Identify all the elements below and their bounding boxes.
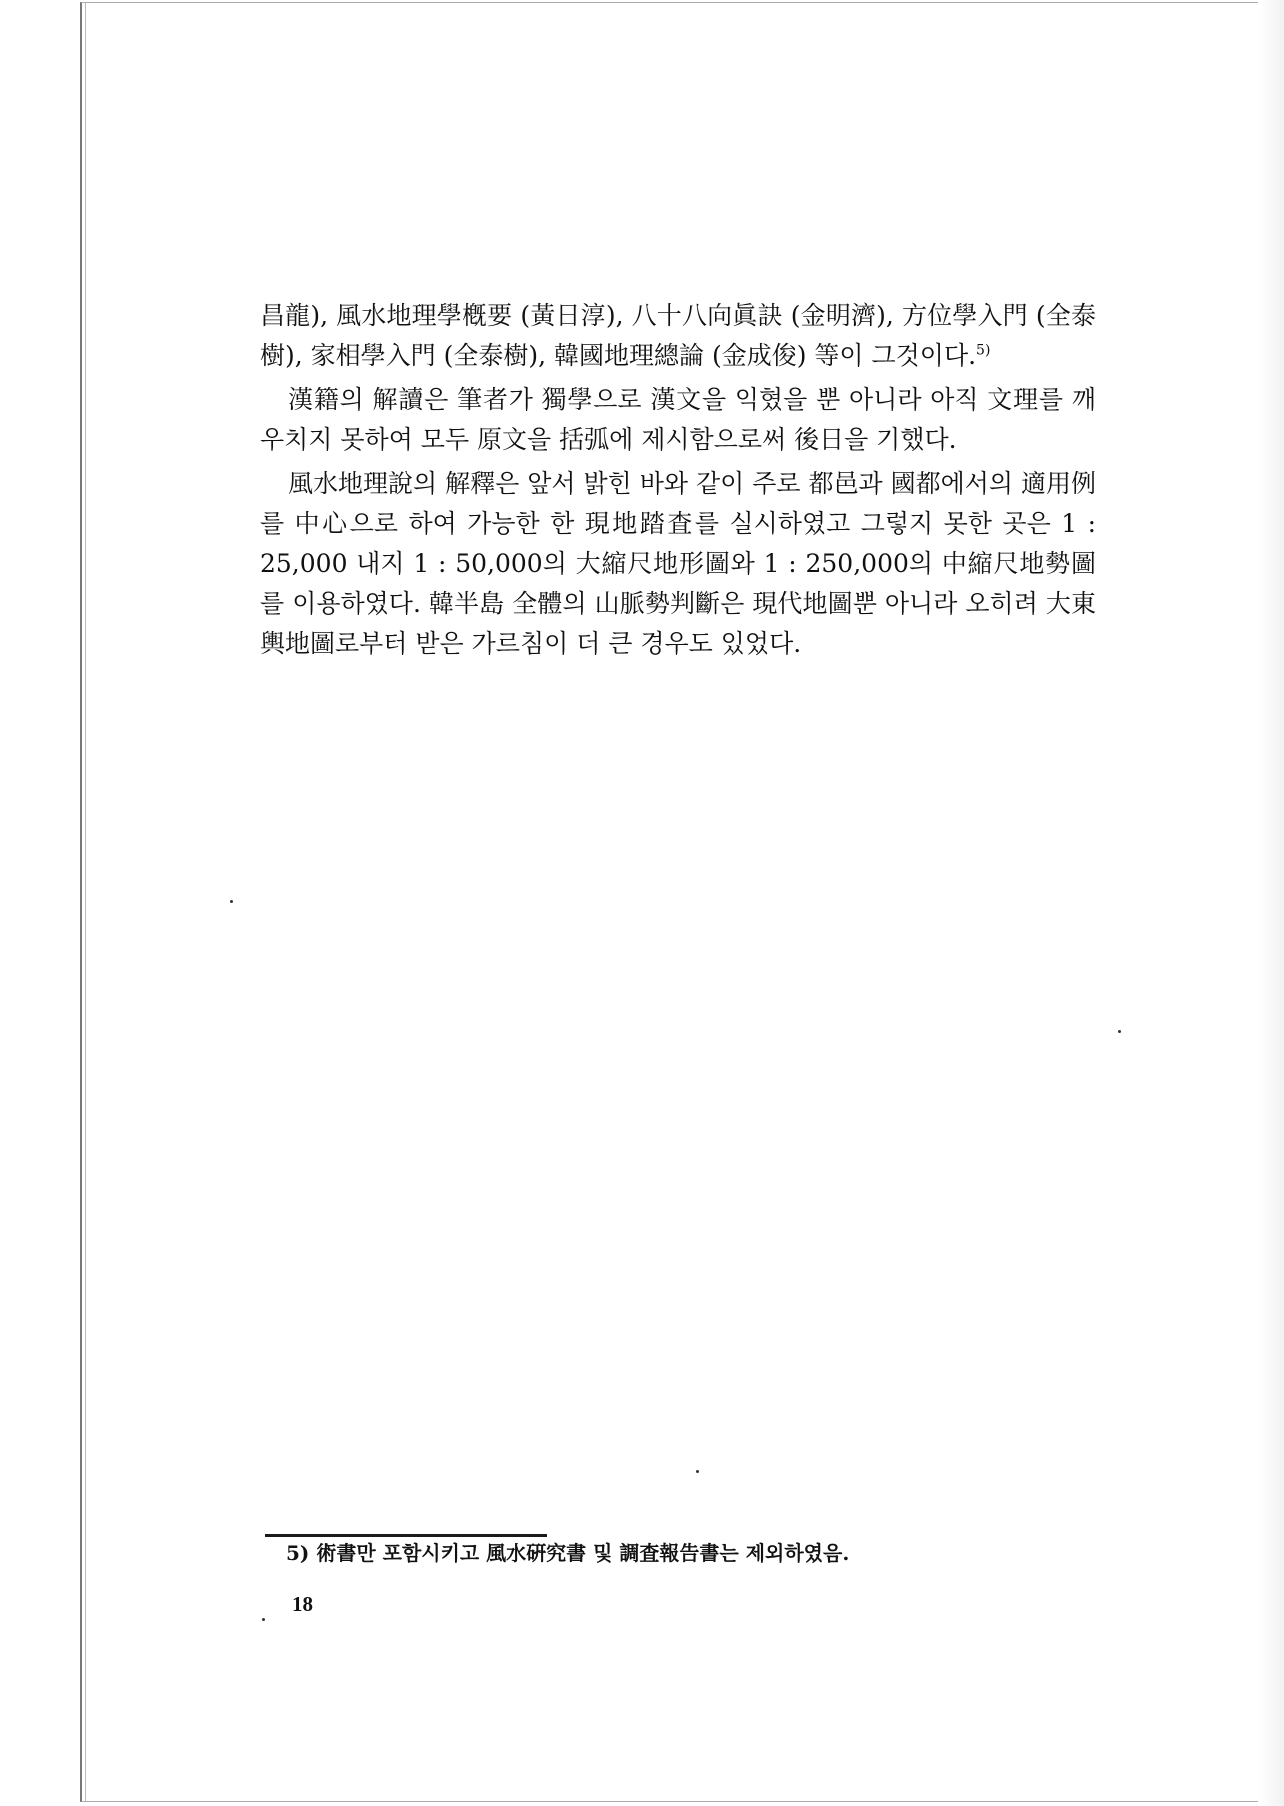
scan-speck [696,1470,699,1473]
scan-speck [230,900,233,903]
page-number: 18 [292,1592,313,1616]
paragraph-3: 風水地理說의 解釋은 앞서 밝힌 바와 같이 주로 都邑과 國都에서의 適用例를 中心으로 하여 가능한 한 現地踏査를 실시하였고 그렇지 못한 곳은 1 : 25,000 내지 1 : 50,000의 大縮尺地形圖와 1 : 250,000의 中縮尺地勢圖를 이용하였다. 韓半島 全體의 山脈勢判斷은 現代地圖뿐 아니라 오히려 大東輿地圖로부터 받은 가르침이 더 큰 경우도 있었다. [260,469,1096,658]
footnote: 5) 術書만 포함시키고 風水硏究書 및 調査報告書는 제외하였음. [286,1541,850,1565]
paragraph-2: 漢籍의 解讀은 筆者가 獨學으로 漢文을 익혔을 뿐 아니라 아직 文理를 깨우치지 못하여 모두 原文을 括弧에 제시함으로써 後日을 기했다. [260,385,1096,454]
paragraph-1 [260,296,1096,376]
scan-speck [262,1618,265,1621]
footnote-reference[interactable]: 5) [976,342,991,359]
scan-speck [1118,1030,1121,1033]
body-text [260,296,1096,668]
paragraph-1-text: 昌龍), 風水地理學槪要 (黃日淳), 八十八向眞訣 (金明濟), 方位學入門 (全泰樹), 家相學入門 (全泰樹), 韓國地理總論 (金成俊) 等이 그것이다. [260,301,1096,370]
page-edge-shadow [1260,0,1284,1806]
page-frame [80,2,1258,1802]
footnote-divider [265,1534,547,1537]
